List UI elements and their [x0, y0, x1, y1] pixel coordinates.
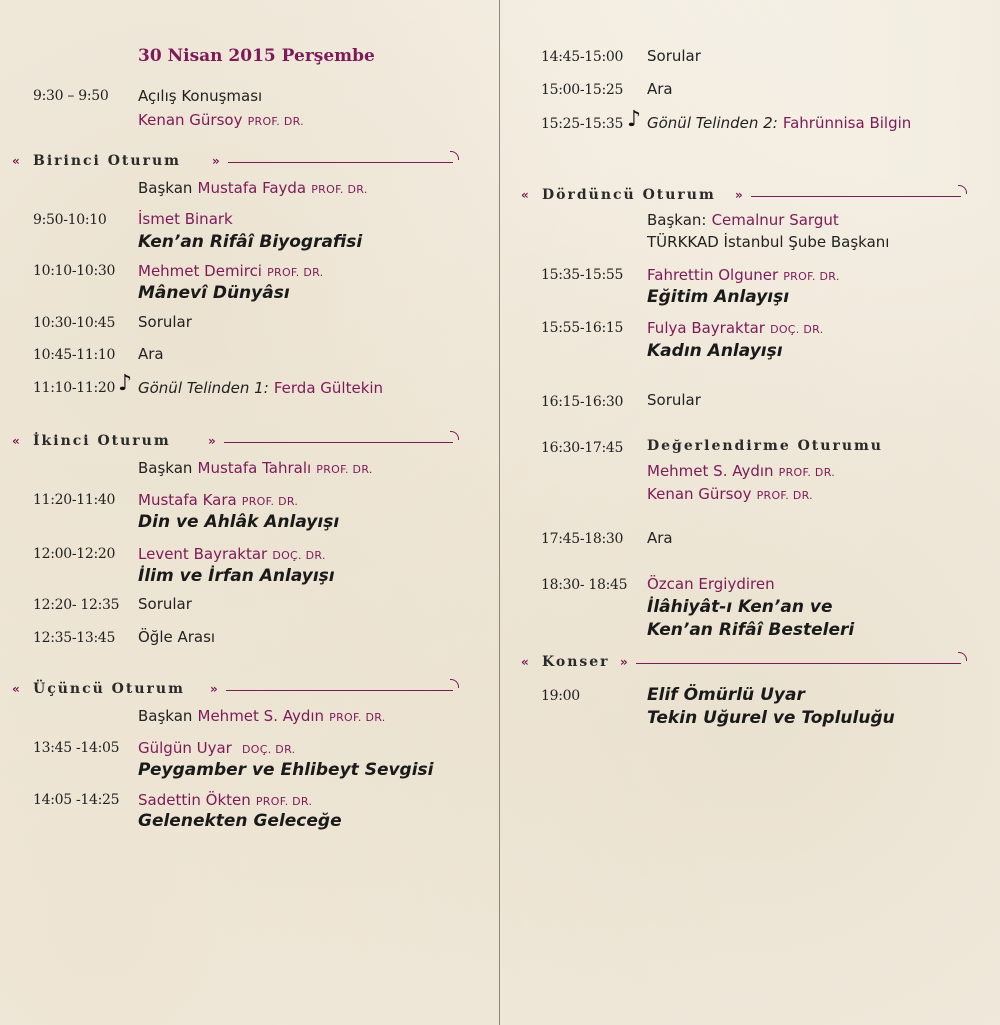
session-item: Sorular	[647, 47, 701, 65]
section-rule	[224, 442, 453, 443]
speaker: Özcan Ergiydiren	[647, 575, 775, 593]
time-slot: 17:45-18:30	[541, 531, 624, 547]
speaker: Mustafa Kara PROF. DR.	[138, 491, 299, 509]
session-item: Öğle Arası	[138, 628, 216, 646]
time-slot: 11:10-11:20	[33, 380, 116, 396]
flourish-icon	[450, 151, 459, 160]
chair: Başkan: Cemalnur Sargut	[647, 211, 839, 229]
talk-title: Gelenekten Geleceğe	[138, 811, 342, 831]
ornament-right-icon: »	[735, 188, 743, 202]
speaker: İsmet Binark	[138, 210, 233, 228]
time-slot: 14:45-15:00	[541, 49, 624, 65]
ornament-left-icon: «	[521, 655, 529, 669]
section-heading-2: İkinci Oturum	[33, 433, 171, 449]
talk-title: İlâhiyât-ı Ken’an ve	[647, 597, 833, 617]
time-slot: 10:45-11:10	[33, 347, 116, 363]
music-note-icon: ♪	[627, 107, 642, 132]
ornament-left-icon: «	[12, 434, 20, 448]
time-slot: 15:25-15:35	[541, 116, 624, 132]
time-slot: 13:45 -14:05	[33, 740, 120, 756]
ornament-right-icon: »	[212, 154, 220, 168]
speaker: Mehmet S. Aydın PROF. DR.	[647, 462, 836, 480]
time-slot: 14:05 -14:25	[33, 792, 120, 808]
flourish-icon	[450, 431, 459, 440]
talk-title: Din ve Ahlâk Anlayışı	[138, 512, 340, 532]
chair-affiliation: TÜRKKAD İstanbul Şube Başkanı	[647, 233, 890, 251]
time-slot: 10:10-10:30	[33, 263, 116, 279]
time-slot: 9:30 – 9:50	[33, 88, 109, 104]
chair: Başkan Mehmet S. Aydın PROF. DR.	[138, 707, 386, 725]
column-divider	[499, 0, 500, 1025]
time-slot: 9:50-10:10	[33, 212, 107, 228]
time-slot: 18:30- 18:45	[541, 577, 628, 593]
session-item: Ara	[647, 529, 673, 547]
talk-title: Mânevî Dünyâsı	[138, 283, 290, 303]
speaker: Kenan Gürsoy PROF. DR.	[647, 485, 813, 503]
music-item: Gönül Telinden 1: Ferda Gültekin	[138, 379, 384, 397]
talk-title: Kadın Anlayışı	[647, 341, 783, 361]
session-item: Sorular	[138, 313, 192, 331]
ornament-right-icon: »	[208, 434, 216, 448]
time-slot: 15:00-15:25	[541, 82, 624, 98]
ornament-left-icon: «	[12, 682, 20, 696]
evaluation-heading: Değerlendirme Oturumu	[647, 438, 883, 454]
talk-title: Eğitim Anlayışı	[647, 287, 790, 307]
flourish-icon	[958, 185, 967, 194]
talk-title: Ken’an Rifâî Biyografisi	[138, 232, 363, 252]
time-slot: 15:35-15:55	[541, 267, 624, 283]
section-rule	[228, 162, 453, 163]
session-item: Ara	[647, 80, 673, 98]
performer: Elif Ömürlü Uyar	[647, 685, 805, 705]
speaker: Fulya Bayraktar DOÇ. DR.	[647, 319, 824, 337]
time-slot: 12:20- 12:35	[33, 597, 120, 613]
time-slot: 15:55-16:15	[541, 320, 624, 336]
time-slot: 12:35-13:45	[33, 630, 116, 646]
ornament-right-icon: »	[620, 655, 628, 669]
time-slot: 11:20-11:40	[33, 492, 116, 508]
speaker: Levent Bayraktar DOÇ. DR.	[138, 545, 326, 563]
performer: Tekin Uğurel ve Topluluğu	[647, 708, 895, 728]
section-rule	[226, 690, 453, 691]
session-item: Ara	[138, 345, 164, 363]
time-slot: 12:00-12:20	[33, 546, 116, 562]
talk-title: Peygamber ve Ehlibeyt Sevgisi	[138, 760, 434, 780]
speaker: Fahrettin Olguner PROF. DR.	[647, 266, 840, 284]
session-item: Sorular	[138, 595, 192, 613]
section-rule	[751, 196, 961, 197]
section-heading-1: Birinci Oturum	[33, 153, 181, 169]
section-heading-4: Dördüncü Oturum	[542, 187, 716, 203]
program-date: 30 Nisan 2015 Perşembe	[138, 46, 375, 66]
speaker: Kenan Gürsoy PROF. DR.	[138, 111, 304, 129]
session-item: Açılış Konuşması	[138, 87, 263, 105]
flourish-icon	[450, 679, 459, 688]
talk-title: Ken’an Rifâî Besteleri	[647, 620, 855, 640]
chair: Başkan Mustafa Fayda PROF. DR.	[138, 179, 368, 197]
ornament-left-icon: «	[12, 154, 20, 168]
speaker: Sadettin Ökten PROF. DR.	[138, 791, 313, 809]
session-item: Sorular	[647, 391, 701, 409]
music-note-icon: ♪	[118, 371, 133, 396]
speaker: Gülgün Uyar DOÇ. DR.	[138, 739, 296, 757]
ornament-right-icon: »	[210, 682, 218, 696]
section-heading-3: Üçüncü Oturum	[33, 681, 185, 697]
speaker: Mehmet Demirci PROF. DR.	[138, 262, 324, 280]
time-slot: 10:30-10:45	[33, 315, 116, 331]
flourish-icon	[958, 652, 967, 661]
section-rule	[636, 663, 961, 664]
ornament-left-icon: «	[521, 188, 529, 202]
talk-title: İlim ve İrfan Anlayışı	[138, 566, 335, 586]
time-slot: 16:15-16:30	[541, 394, 624, 410]
time-slot: 16:30-17:45	[541, 440, 624, 456]
chair: Başkan Mustafa Tahralı PROF. DR.	[138, 459, 373, 477]
section-heading-5: Konser	[542, 654, 610, 670]
time-slot: 19:00	[541, 688, 580, 704]
music-item: Gönül Telinden 2: Fahrünnisa Bilgin	[647, 114, 912, 132]
